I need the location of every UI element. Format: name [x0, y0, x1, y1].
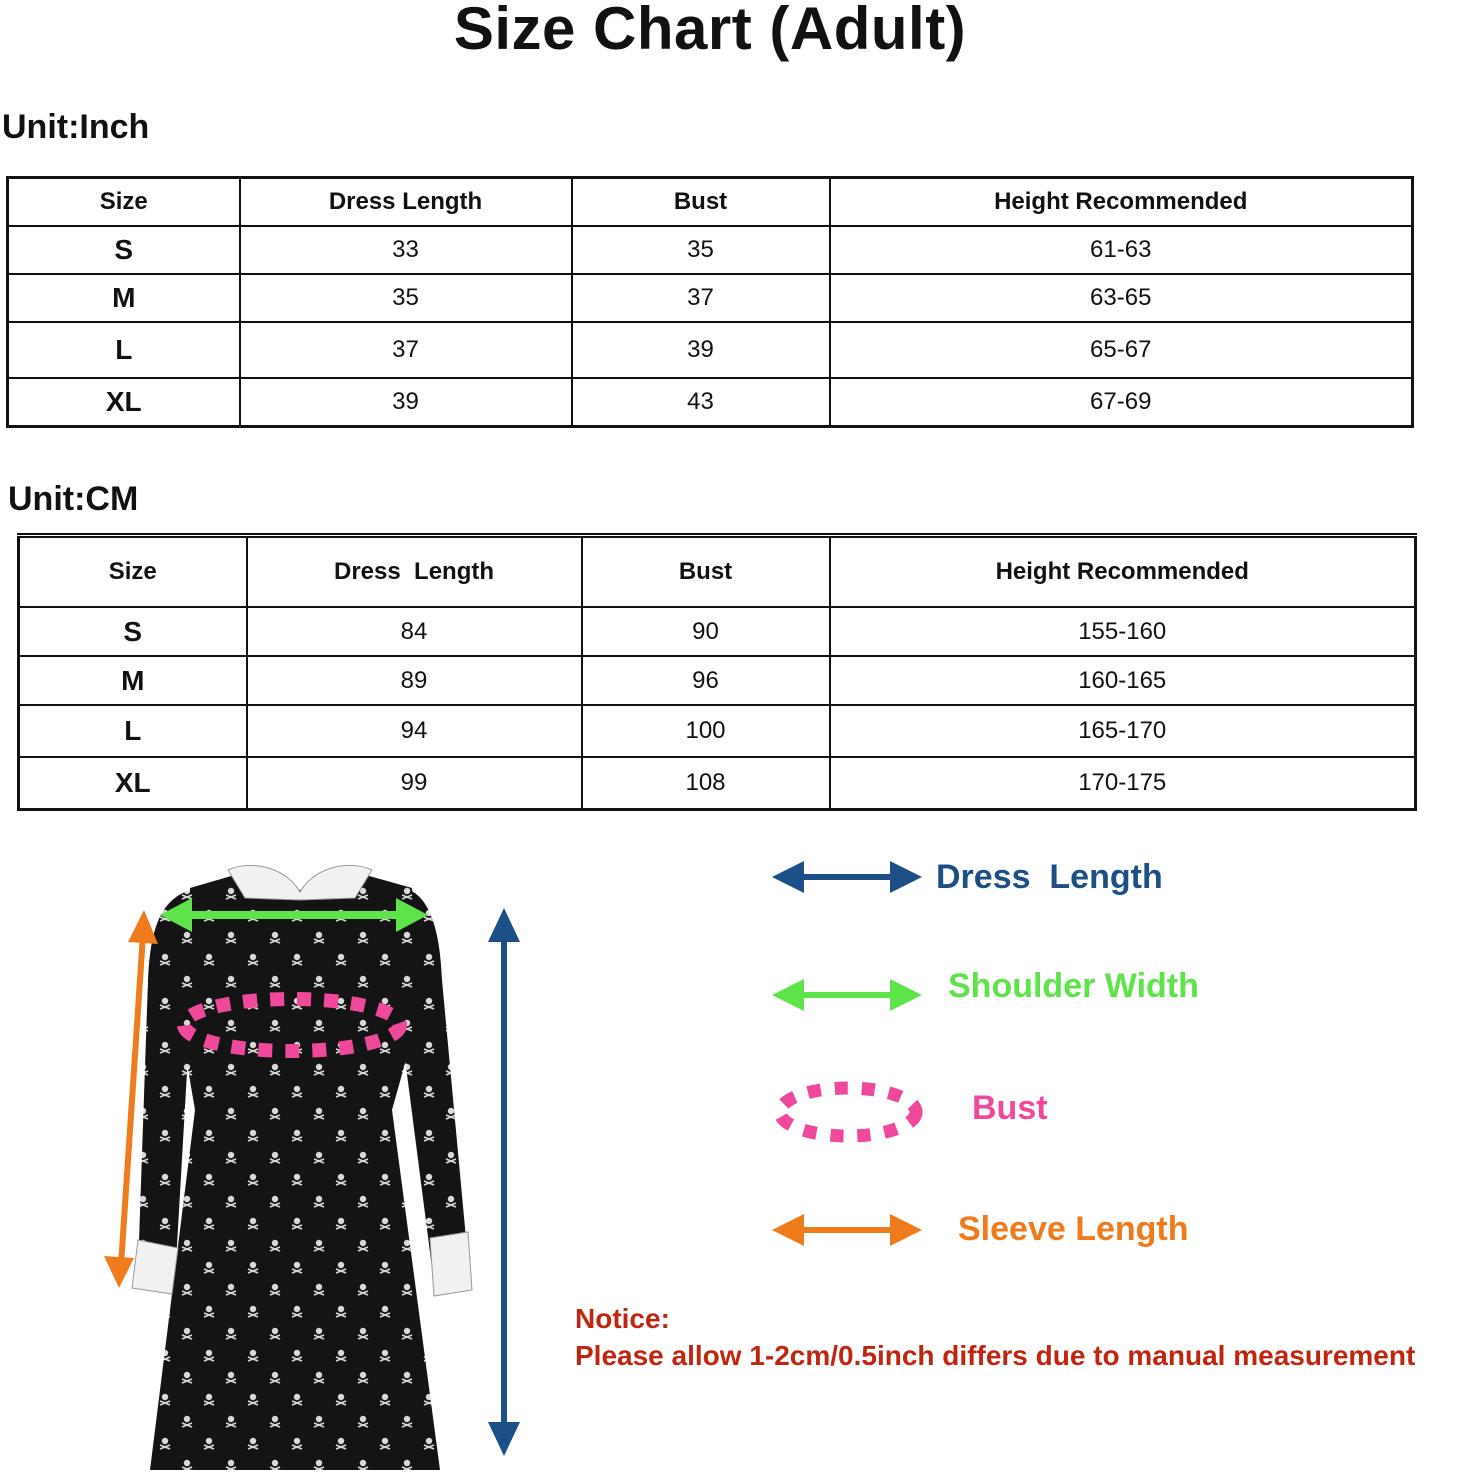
size-cell: S: [19, 607, 247, 656]
dotted-ellipse-icon: [780, 1088, 916, 1136]
column-header: Height Recommended: [830, 536, 1416, 608]
bust-cell: 37: [572, 274, 830, 322]
height-cell: 165-170: [830, 705, 1416, 757]
column-header: Height Recommended: [830, 178, 1413, 227]
column-header: Size: [19, 536, 247, 608]
collar: [228, 865, 372, 900]
height-cell: 67-69: [830, 378, 1413, 427]
size-cell: XL: [8, 378, 240, 427]
bust-cell: 108: [582, 757, 830, 810]
bust-cell: 100: [582, 705, 830, 757]
cm-unit-label: Unit:CM: [8, 480, 139, 518]
right-cuff: [430, 1232, 472, 1296]
column-header: Bust: [582, 536, 830, 608]
bust-cell: 90: [582, 607, 830, 656]
column-header: Dress Length: [240, 178, 572, 227]
notice-text: Please allow 1-2cm/0.5inch differs due to manual measurement: [575, 1340, 1416, 1371]
dress-length-cell: 84: [247, 607, 582, 656]
bust-cell: 35: [572, 226, 830, 274]
dress-length-cell: 89: [247, 656, 582, 705]
column-header: Size: [8, 178, 240, 227]
dress-length-cell: 35: [240, 274, 572, 322]
size-cell: L: [19, 705, 247, 757]
height-cell: 155-160: [830, 607, 1416, 656]
double-arrow-icon: [772, 1214, 922, 1246]
notice-heading: Notice:: [575, 1303, 670, 1334]
dress-length-cell: 39: [240, 378, 572, 427]
bust-cell: 96: [582, 656, 830, 705]
size-cell: S: [8, 226, 240, 274]
dress-length-cell: 33: [240, 226, 572, 274]
dress-length-cell: 99: [247, 757, 582, 810]
dress-length-cell: 37: [240, 322, 572, 378]
column-header: Bust: [572, 178, 830, 227]
notice-block: [575, 1300, 1415, 1374]
dress-length-cell: 94: [247, 705, 582, 757]
column-header: Dress Length: [247, 536, 582, 608]
inch-unit-label: Unit:Inch: [2, 108, 150, 146]
size-cell: XL: [19, 757, 247, 810]
legend-sleeve-length: Sleeve Length: [958, 1210, 1189, 1248]
size-cell: L: [8, 322, 240, 378]
left-cuff: [132, 1240, 178, 1294]
size-cell: M: [8, 274, 240, 322]
height-cell: 63-65: [830, 274, 1413, 322]
page-title: Size Chart (Adult): [453, 0, 967, 62]
height-cell: 61-63: [830, 226, 1413, 274]
legend-bust: Bust: [972, 1089, 1048, 1127]
size-cell: M: [19, 656, 247, 705]
dress-length-arrow: [488, 908, 520, 1456]
height-cell: 170-175: [830, 757, 1416, 810]
legend-shoulder-width: Shoulder Width: [948, 967, 1199, 1005]
bust-cell: 39: [572, 322, 830, 378]
legend-dress-length: Dress Length: [936, 858, 1163, 896]
double-arrow-icon: [772, 979, 922, 1011]
height-cell: 160-165: [830, 656, 1416, 705]
dress-body: [150, 872, 440, 1470]
bust-cell: 43: [572, 378, 830, 427]
height-cell: 65-67: [830, 322, 1413, 378]
double-arrow-icon: [772, 861, 922, 893]
